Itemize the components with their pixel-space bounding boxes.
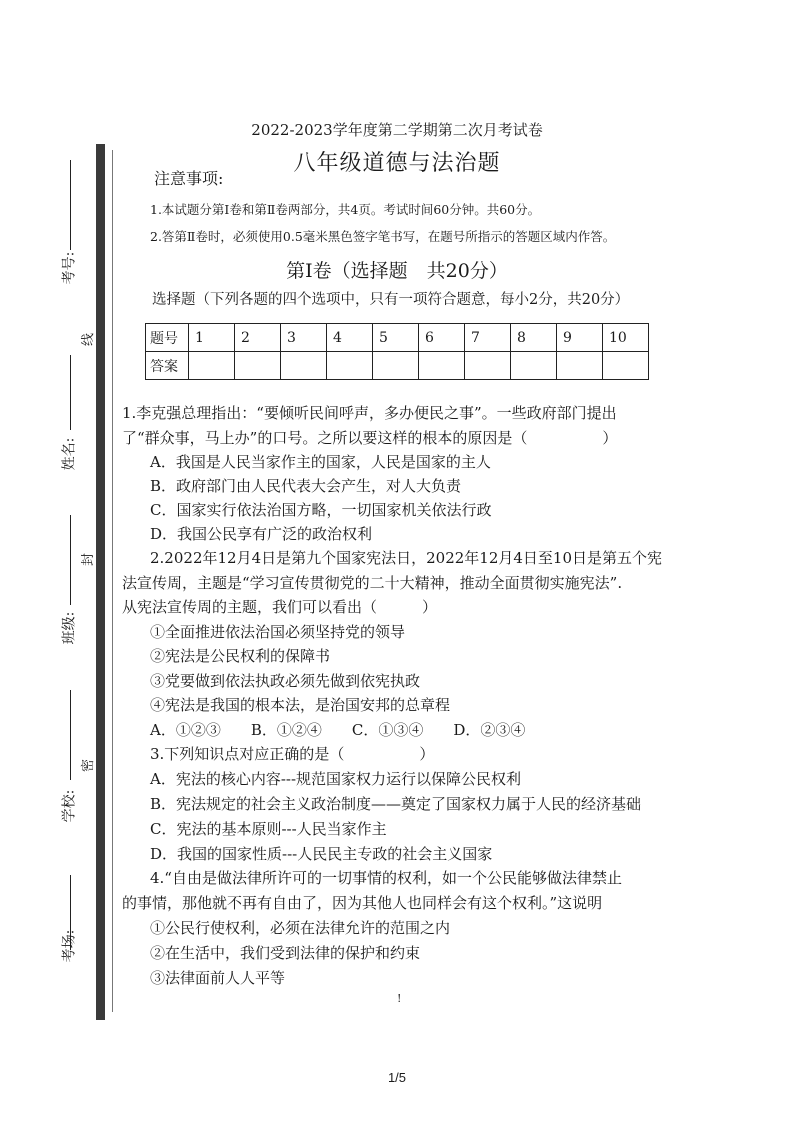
question-1-option-c: C．国家实行依法治国方略，一切国家机关依法行政: [150, 501, 492, 519]
school-line[interactable]: [70, 690, 71, 780]
question-number-cell: 2: [235, 324, 281, 352]
margin-label-school: 学校:: [61, 789, 78, 823]
page-tick-mark: !: [397, 992, 402, 1005]
margin-label-exam-room: 考场:: [61, 929, 78, 963]
question-1-option-b: B．政府部门由人民代表大会产生，对人大负责: [150, 477, 462, 495]
question-4-statement-1: ①公民行使权利，必须在法律允许的范围之内: [150, 919, 451, 937]
margin-label-name: 姓名:: [61, 437, 78, 471]
question-3-option-a: A．宪法的核心内容---规范国家权力运行以保障公民权利: [150, 770, 522, 788]
answer-cell[interactable]: [557, 352, 603, 380]
question-2-options: A．①②③ B．①②④ C．①③④ D．②③④: [150, 721, 526, 739]
question-number-cell: 6: [419, 324, 465, 352]
margin-label-exam-number: 考号:: [61, 251, 78, 285]
note-item: 2.答第Ⅱ卷时，必须使用0.5毫米黑色签字笔书写，在题号所指示的答题区域内作答。: [150, 229, 616, 244]
seal-char-seal: 封: [81, 552, 97, 567]
question-4-statement-2: ②在生活中，我们受到法律的保护和约束: [150, 944, 421, 962]
answer-cell[interactable]: [465, 352, 511, 380]
question-number-cell: 3: [281, 324, 327, 352]
page-number: 1/5: [387, 1070, 407, 1085]
question-1-stem-line-2: 了“群众事，马上办”的口号。之所以要这样的根本的原因是（ ）: [122, 429, 618, 447]
question-1-stem-line-1: 1.李克强总理指出：“要倾听民间呼声，多办便民之事”。一些政府部门提出: [122, 404, 617, 422]
question-number-cell: 1: [189, 324, 235, 352]
question-4-stem-line-1: 4.“自由是做法律所许可的一切事情的权利，如一个公民能够做法律禁止: [150, 869, 622, 887]
answer-table: [145, 323, 649, 380]
question-2-stem-line-1: 2.2022年12月4日是第九个国家宪法日，2022年12月4日至10日是第五个宪: [150, 549, 663, 567]
answer-cell[interactable]: [603, 352, 649, 380]
answer-cell[interactable]: [281, 352, 327, 380]
question-3-option-c: C．宪法的基本原则---人民当家作主: [150, 820, 387, 838]
question-number-cell: 9: [557, 324, 603, 352]
subject-title: 八年级道德与法治题: [293, 151, 501, 176]
question-number-cell: 10: [603, 324, 649, 352]
question-2-stem-line-2: 法宣传周，主题是“学习宣传贯彻党的二十大精神，推动全面贯彻实施宪法”.: [122, 574, 623, 592]
answer-table-number-row: [146, 324, 649, 352]
exam-title: 2022-2023学年度第二学期第二次月考试卷: [251, 121, 543, 139]
seal-char-line: 线: [81, 332, 97, 347]
name-line[interactable]: [70, 355, 71, 430]
answer-cell[interactable]: [327, 352, 373, 380]
table-header-number: 题号: [146, 324, 189, 352]
answer-table-answer-row: [146, 352, 649, 380]
question-1-option-a: A．我国是人民当家作主的国家，人民是国家的主人: [150, 453, 491, 471]
question-number-cell: 5: [373, 324, 419, 352]
section-title: 第Ⅰ卷（选择题 共20分）: [286, 260, 508, 282]
question-number-cell: 7: [465, 324, 511, 352]
answer-cell[interactable]: [511, 352, 557, 380]
question-3-option-d: D．我国的国家性质---人民民主专政的社会主义国家: [150, 845, 493, 863]
table-header-answer: 答案: [146, 352, 189, 380]
question-2-statement-1: ①全面推进依法治国必须坚持党的领导: [150, 623, 406, 641]
class-line[interactable]: [70, 515, 71, 605]
margin-label-class: 班级:: [61, 611, 78, 645]
section-intro: 选择题（下列各题的四个选项中，只有一项符合题意，每小2分，共20分）: [152, 292, 630, 308]
question-2-statement-3: ③党要做到依法执政必须先做到依宪执政: [150, 672, 421, 690]
answer-cell[interactable]: [235, 352, 281, 380]
question-1-option-d: D．我国公民享有广泛的政治权利: [150, 525, 373, 543]
notes-title: 注意事项:: [154, 169, 224, 188]
answer-cell[interactable]: [373, 352, 419, 380]
question-4-stem-line-2: 的事情，那他就不再有自由了，因为其他人也同样会有这个权利。”这说明: [122, 894, 603, 912]
question-2-statement-4: ④宪法是我国的根本法，是治国安邦的总章程: [150, 696, 451, 714]
answer-cell[interactable]: [419, 352, 465, 380]
note-item: 1.本试题分第Ⅰ卷和第Ⅱ卷两部分，共4页。考试时间60分钟。共60分。: [150, 202, 541, 217]
question-3-option-b: B．宪法规定的社会主义政治制度——奠定了国家权力属于人民的经济基础: [150, 795, 642, 813]
question-2-stem-line-3: 从宪法宣传周的主题，我们可以看出（ ）: [122, 598, 438, 616]
question-3-stem: 3.下列知识点对应正确的是（ ）: [150, 745, 435, 763]
question-4-statement-3: ③法律面前人人平等: [150, 969, 286, 987]
question-number-cell: 8: [511, 324, 557, 352]
question-number-cell: 4: [327, 324, 373, 352]
seal-char-secret: 密: [81, 758, 97, 773]
question-2-statement-2: ②宪法是公民权利的保障书: [150, 647, 331, 665]
answer-cell[interactable]: [189, 352, 235, 380]
